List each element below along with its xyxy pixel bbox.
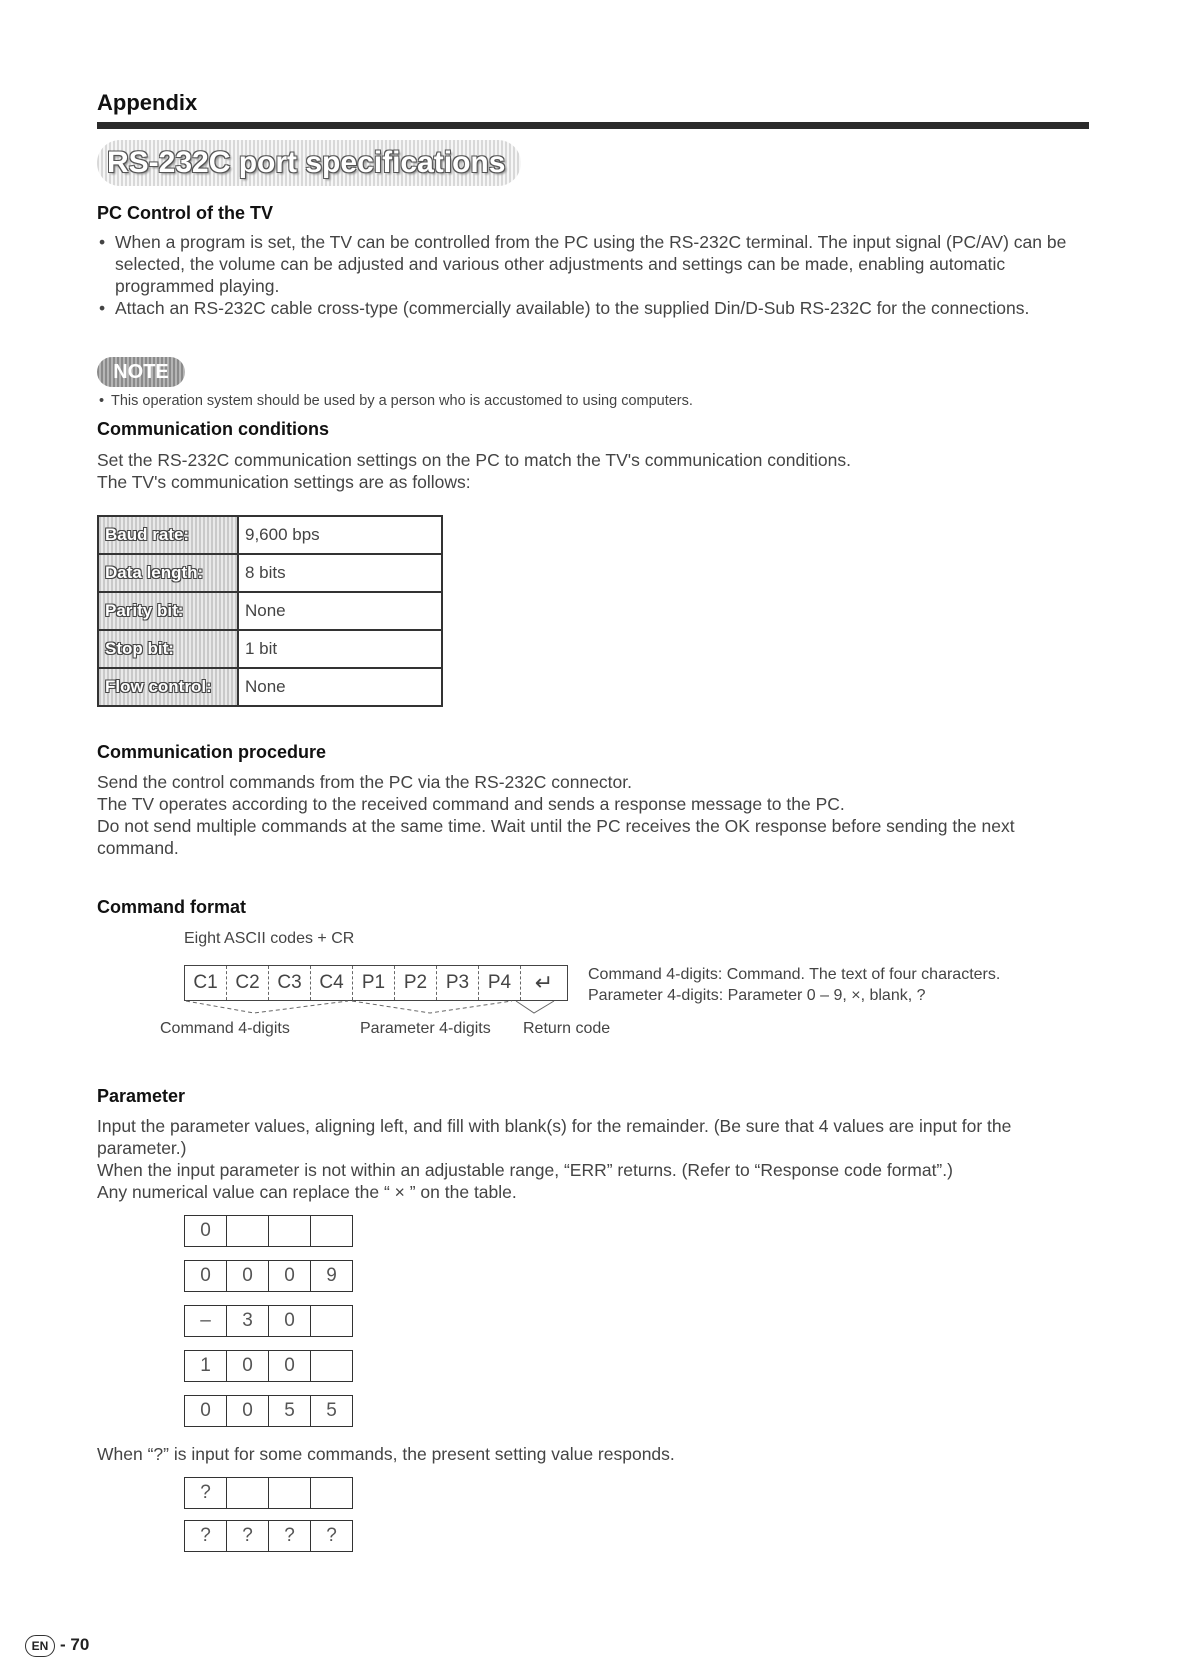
note-text: • This operation system should be used by a person who is accustomed to using computers. bbox=[97, 393, 693, 409]
pc-control-bullet-2: • Attach an RS-232C cable cross-type (commercially available) to the supplied Din/D-Sub RS-232C for the connections. bbox=[97, 297, 1105, 319]
pc-control-heading: PC Control of the TV bbox=[97, 203, 273, 223]
table-row bbox=[98, 630, 442, 668]
param-cell: 3 bbox=[227, 1306, 269, 1336]
command-format-subtitle: Eight ASCII codes + CR bbox=[184, 930, 355, 947]
setting-value: 9,600 bps bbox=[238, 516, 442, 554]
parameter-bracket bbox=[352, 1001, 512, 1013]
param-cell: 0 bbox=[227, 1396, 269, 1426]
cmd-cell: C2 bbox=[227, 966, 269, 1000]
param-cell bbox=[269, 1478, 311, 1508]
setting-key: Parity bit: bbox=[98, 592, 238, 630]
cmd-cell: P1 bbox=[353, 966, 395, 1000]
cmd-cell: P3 bbox=[437, 966, 479, 1000]
parameter-example bbox=[184, 1395, 353, 1427]
param-cell: ? bbox=[227, 1521, 269, 1551]
comm-procedure-line-3: Do not send multiple commands at the same time. Wait until the PC receives the OK response before sending the next command. bbox=[97, 816, 1015, 858]
setting-key: Flow control: bbox=[98, 668, 238, 706]
setting-value: 8 bits bbox=[238, 554, 442, 592]
setting-value: None bbox=[238, 592, 442, 630]
table-row bbox=[98, 554, 442, 592]
query-example bbox=[184, 1477, 353, 1509]
language-badge: EN bbox=[25, 1635, 55, 1657]
param-cell: ? bbox=[269, 1521, 311, 1551]
setting-key: Stop bit: bbox=[98, 630, 238, 668]
comm-conditions-line-1: Set the RS-232C communication settings on the PC to match the TV's communication conditions. bbox=[97, 450, 851, 470]
param-cell: 0 bbox=[269, 1261, 311, 1291]
param-cell: ? bbox=[185, 1478, 227, 1508]
table-row bbox=[98, 516, 442, 554]
return-code-label: Return code bbox=[523, 1020, 611, 1037]
param-cell: – bbox=[185, 1306, 227, 1336]
parameter-line-2: When the input parameter is not within an adjustable range, “ERR” returns. (Refer to “Response code format”.) bbox=[97, 1160, 953, 1180]
cmd-cell: C1 bbox=[185, 966, 227, 1000]
table-row bbox=[98, 592, 442, 630]
note-badge bbox=[97, 357, 185, 387]
command-format-box bbox=[184, 965, 568, 1001]
parameter-desc: Parameter 4-digits: Parameter 0 – 9, ×, blank, ? bbox=[588, 987, 926, 1004]
param-cell bbox=[227, 1216, 269, 1246]
page-title: RS-232C port specifications bbox=[97, 140, 521, 186]
query-example bbox=[184, 1520, 353, 1552]
param-cell: 1 bbox=[185, 1351, 227, 1381]
parameter-example bbox=[184, 1215, 353, 1247]
command-format-heading: Command format bbox=[97, 897, 247, 917]
query-line: When “?” is input for some commands, the present setting value responds. bbox=[97, 1444, 675, 1464]
param-cell: ? bbox=[326, 1525, 337, 1546]
return-bracket bbox=[516, 1001, 554, 1013]
param-cell bbox=[269, 1216, 311, 1246]
comm-conditions-heading: Communication conditions bbox=[97, 419, 329, 439]
param-cell: 0 bbox=[185, 1396, 227, 1426]
setting-value: 1 bit bbox=[238, 630, 442, 668]
parameter-digits-label: Parameter 4-digits bbox=[360, 1020, 491, 1037]
page-number: - 70 bbox=[60, 1635, 90, 1654]
param-cell: 0 bbox=[227, 1261, 269, 1291]
cmd-cell: C3 bbox=[269, 966, 311, 1000]
param-cell: 0 bbox=[227, 1351, 269, 1381]
param-cell bbox=[227, 1478, 269, 1508]
parameter-example bbox=[184, 1350, 353, 1382]
comm-conditions-line-2: The TV's communication settings are as follows: bbox=[97, 472, 471, 492]
section-label: Appendix bbox=[97, 90, 198, 115]
parameter-heading: Parameter bbox=[97, 1086, 186, 1106]
header-rule bbox=[97, 122, 1089, 129]
setting-key: Data length: bbox=[98, 554, 238, 592]
param-cell bbox=[311, 1306, 352, 1336]
param-cell bbox=[311, 1216, 352, 1246]
parameter-example bbox=[184, 1260, 353, 1292]
parameter-line-1: Input the parameter values, aligning left, and fill with blank(s) for the remainder. (Be sure that 4 values are input for the parameter.) bbox=[97, 1116, 1012, 1158]
setting-key: Baud rate: bbox=[98, 516, 238, 554]
cmd-cell: C4 bbox=[311, 966, 353, 1000]
parameter-line-3: Any numerical value can replace the “ × ” on the table. bbox=[97, 1182, 517, 1202]
comm-settings-table bbox=[97, 515, 443, 707]
param-cell: ? bbox=[185, 1521, 227, 1551]
comm-procedure-line-1: Send the control commands from the PC via the RS-232C connector. bbox=[97, 772, 632, 792]
command-brackets bbox=[184, 999, 564, 1017]
command-digits-label: Command 4-digits bbox=[160, 1020, 290, 1037]
param-cell bbox=[311, 1351, 352, 1381]
param-cell: 9 bbox=[326, 1265, 337, 1286]
param-cell: 0 bbox=[185, 1261, 227, 1291]
command-desc: Command 4-digits: Command. The text of four characters. bbox=[588, 966, 1001, 983]
cmd-cell: P2 bbox=[395, 966, 437, 1000]
parameter-example bbox=[184, 1305, 353, 1337]
param-cell: 0 bbox=[185, 1216, 227, 1246]
pc-control-bullet-1: • When a program is set, the TV can be controlled from the PC using the RS-232C terminal. The input signal (PC/AV) can be selected, the volume can be adjusted and various other adjustments and settings can be made, enabling automatic programmed playing. bbox=[97, 231, 1105, 297]
return-key-icon: ↵ bbox=[534, 970, 554, 995]
table-row bbox=[98, 668, 442, 706]
comm-procedure-line-2: The TV operates according to the received command and sends a response message to the PC. bbox=[97, 794, 845, 814]
cmd-cell: P4 bbox=[479, 966, 521, 1000]
command-bracket bbox=[186, 1001, 348, 1013]
param-cell: 5 bbox=[269, 1396, 311, 1426]
param-cell: 5 bbox=[326, 1400, 337, 1421]
param-cell bbox=[311, 1478, 352, 1508]
comm-procedure-heading: Communication procedure bbox=[97, 742, 327, 762]
note-badge-label: NOTE bbox=[113, 361, 169, 383]
param-cell: 0 bbox=[269, 1351, 311, 1381]
setting-value: None bbox=[238, 668, 442, 706]
param-cell: 0 bbox=[269, 1306, 311, 1336]
